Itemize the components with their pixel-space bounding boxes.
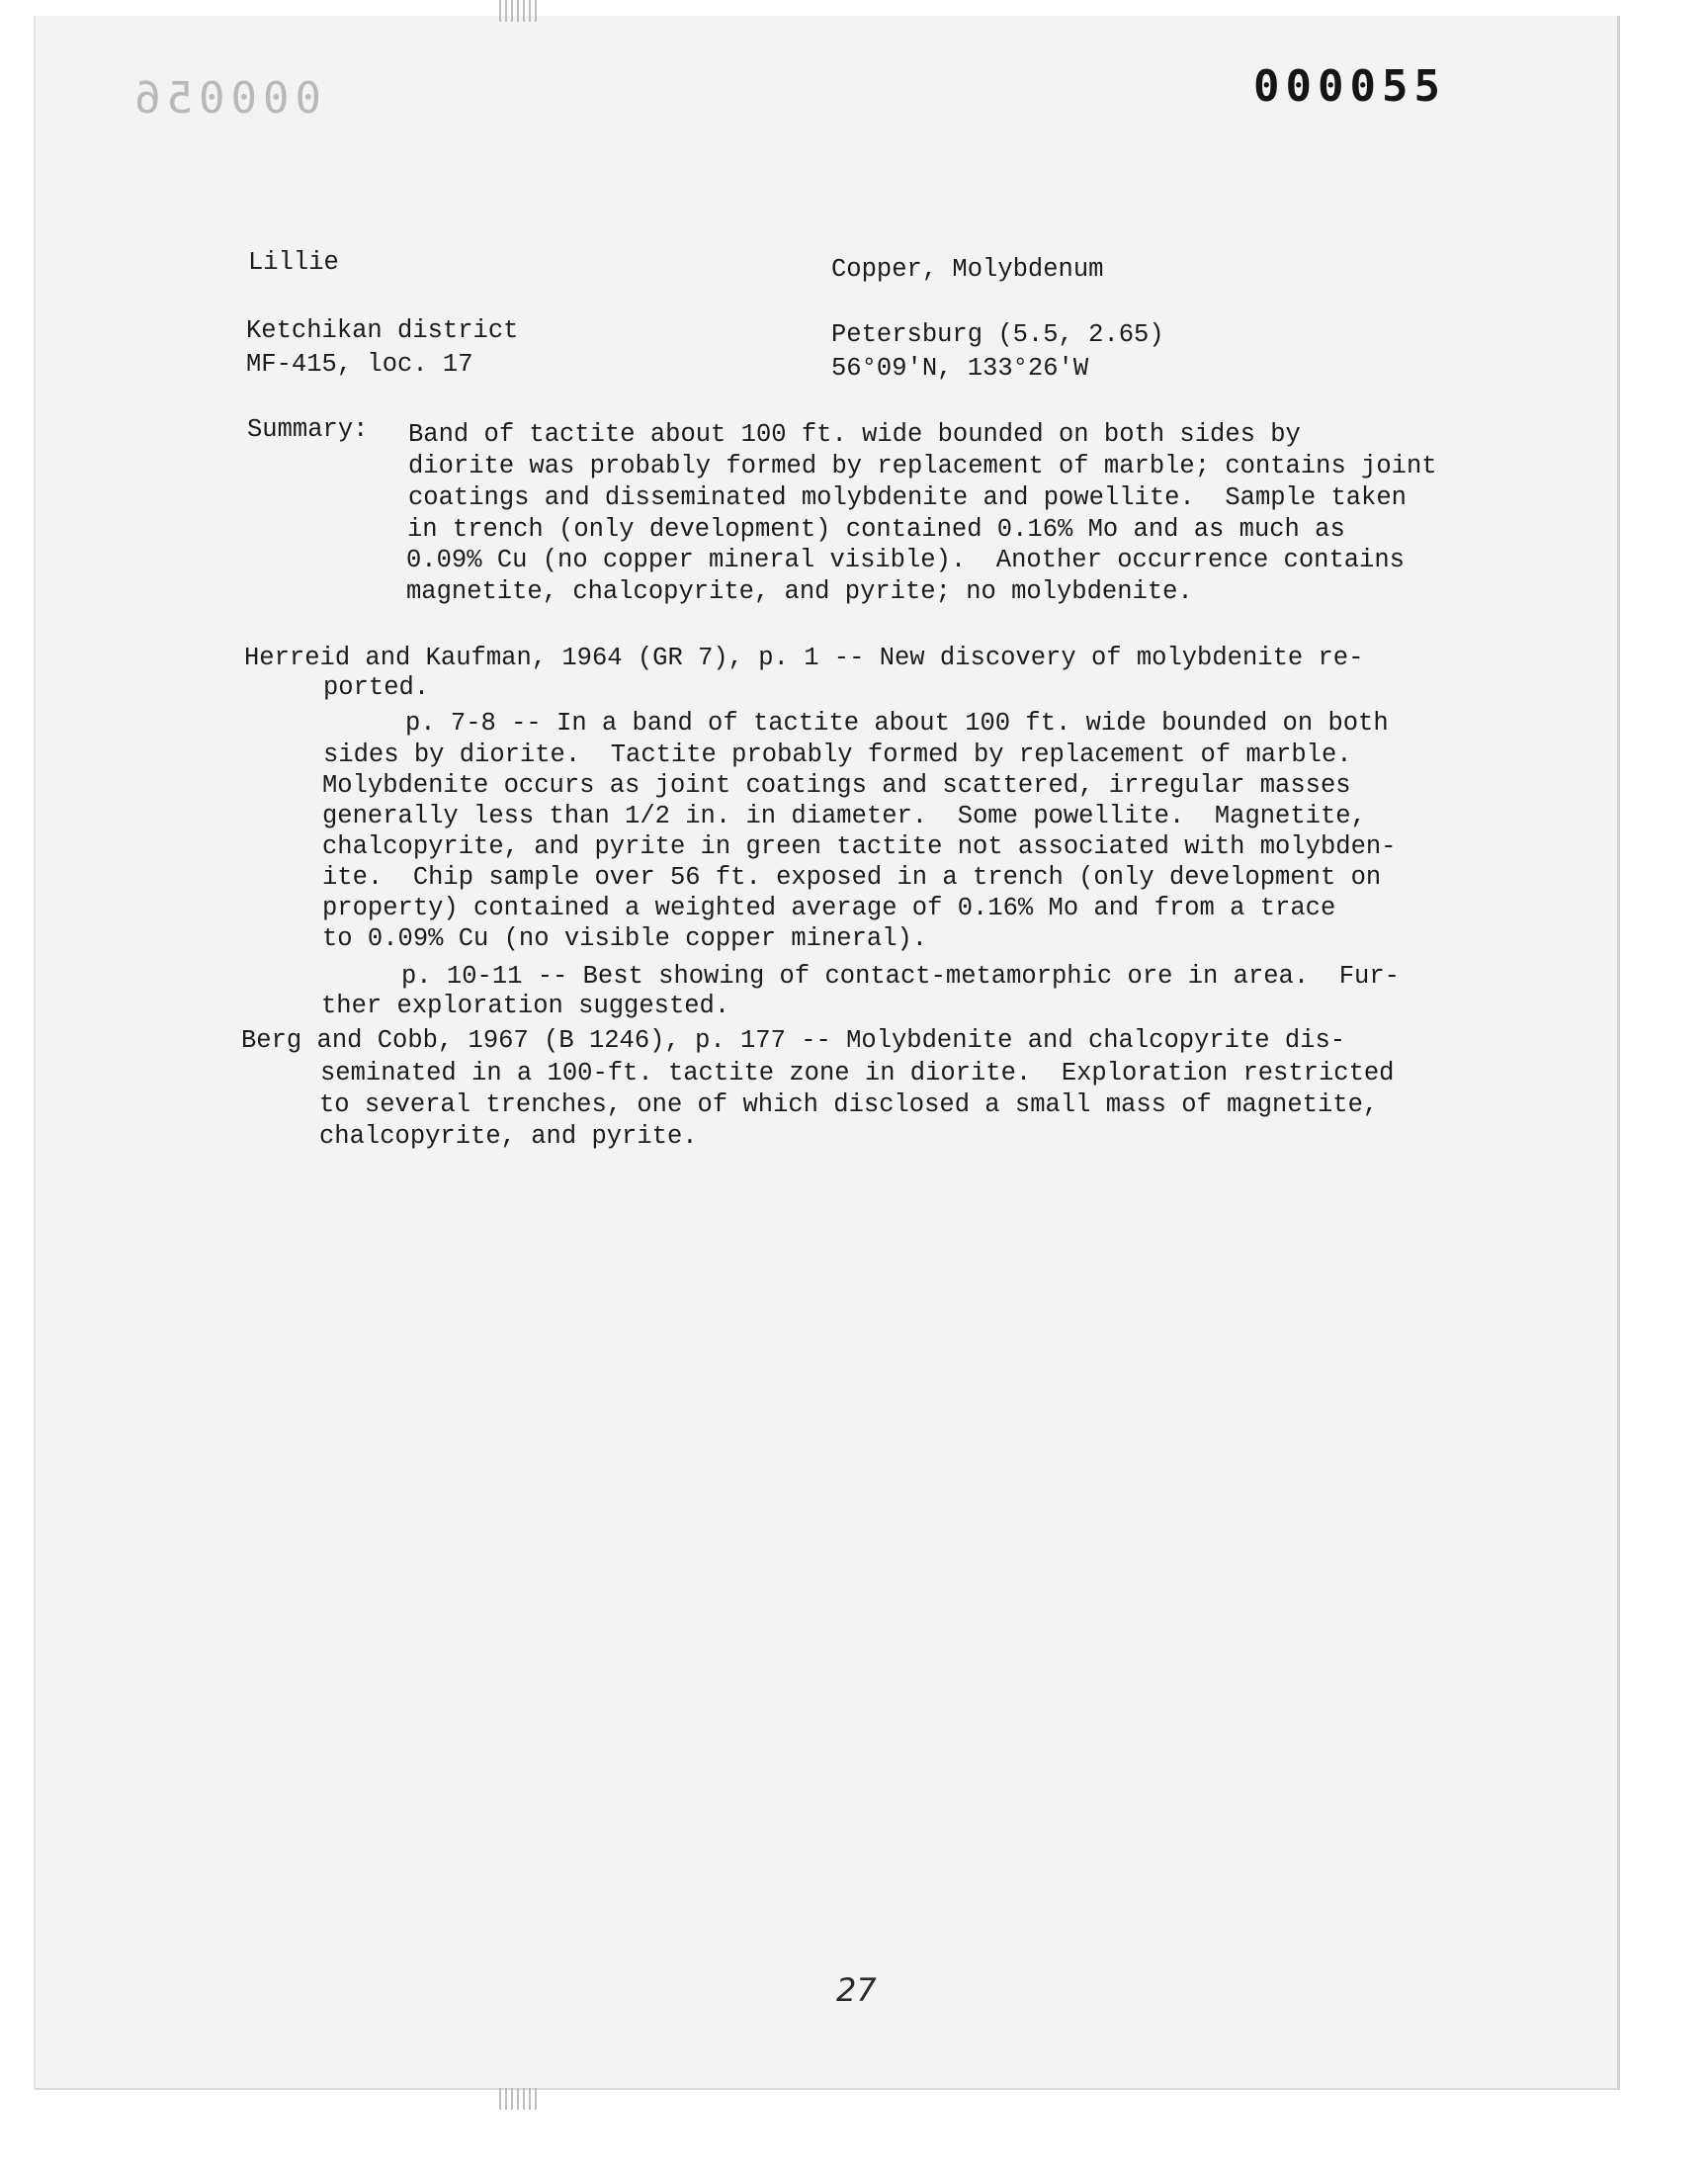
record-name: Lillie <box>248 248 339 277</box>
summary-line: in trench (only development) contained 0.16% Mo and as much as <box>407 515 1345 544</box>
binding-mark-top <box>499 0 539 22</box>
summary-line: diorite was probably formed by replacement of marble; contains joint <box>408 452 1437 480</box>
reference-line: Molybdenite occurs as joint coatings and scattered, irregular masses <box>322 771 1351 800</box>
reference-line: chalcopyrite, and pyrite. <box>319 1122 698 1151</box>
summary-line: magnetite, chalcopyrite, and pyrite; no molybdenite. <box>406 577 1193 606</box>
ghost-page-stamp: 000056 <box>128 73 321 124</box>
reference-line: ported. <box>323 673 430 702</box>
summary-line: Band of tactite about 100 ft. wide bounded on both sides by <box>408 420 1301 449</box>
reference-line: to several trenches, one of which disclosed a small mass of magnetite, <box>319 1090 1379 1119</box>
record-map-ref: MF-415, loc. 17 <box>246 350 473 379</box>
summary-line: 0.09% Cu (no copper mineral visible). Another occurrence contains <box>406 546 1405 574</box>
reference-line: sides by diorite. Tactite probably formed by replacement of marble. <box>323 740 1352 769</box>
summary-label: Summary: <box>247 415 369 444</box>
reference-line: to 0.09% Cu (no visible copper mineral). <box>322 924 928 953</box>
reference-line: seminated in a 100-ft. tactite zone in diorite. Exploration restricted <box>320 1059 1395 1088</box>
reference-line: generally less than 1/2 in. in diameter. Some powellite. Magnetite, <box>322 802 1366 830</box>
page-number: 27 <box>836 1971 877 2009</box>
record-commodities: Copper, Molybdenum <box>831 255 1104 284</box>
summary-line: coatings and disseminated molybdenite and powellite. Sample taken <box>408 483 1407 512</box>
reference-line: ite. Chip sample over 56 ft. exposed in a trench (only development on <box>322 863 1382 892</box>
record-district: Ketchikan district <box>246 316 519 345</box>
reference-line: property) contained a weighted average of 0.16% Mo and from a trace <box>322 894 1336 922</box>
record-quadrangle: Petersburg (5.5, 2.65) <box>831 320 1164 349</box>
binding-mark-bottom <box>499 2088 539 2110</box>
reference-line: Berg and Cobb, 1967 (B 1246), p. 177 -- Molybdenite and chalcopyrite dis- <box>241 1026 1346 1055</box>
reference-line: chalcopyrite, and pyrite in green tactite not associated with molybden- <box>322 832 1397 861</box>
reference-line: ther exploration suggested. <box>321 992 730 1020</box>
reference-line: p. 10-11 -- Best showing of contact-metamorphic ore in area. Fur- <box>401 962 1400 991</box>
reference-line: Herreid and Kaufman, 1964 (GR 7), p. 1 -- New discovery of molybdenite re- <box>244 644 1364 672</box>
record-coordinates: 56°09'N, 133°26'W <box>831 354 1089 383</box>
page-stamp: 000055 <box>1253 61 1446 112</box>
reference-line: p. 7-8 -- In a band of tactite about 100 ft. wide bounded on both <box>405 709 1389 738</box>
